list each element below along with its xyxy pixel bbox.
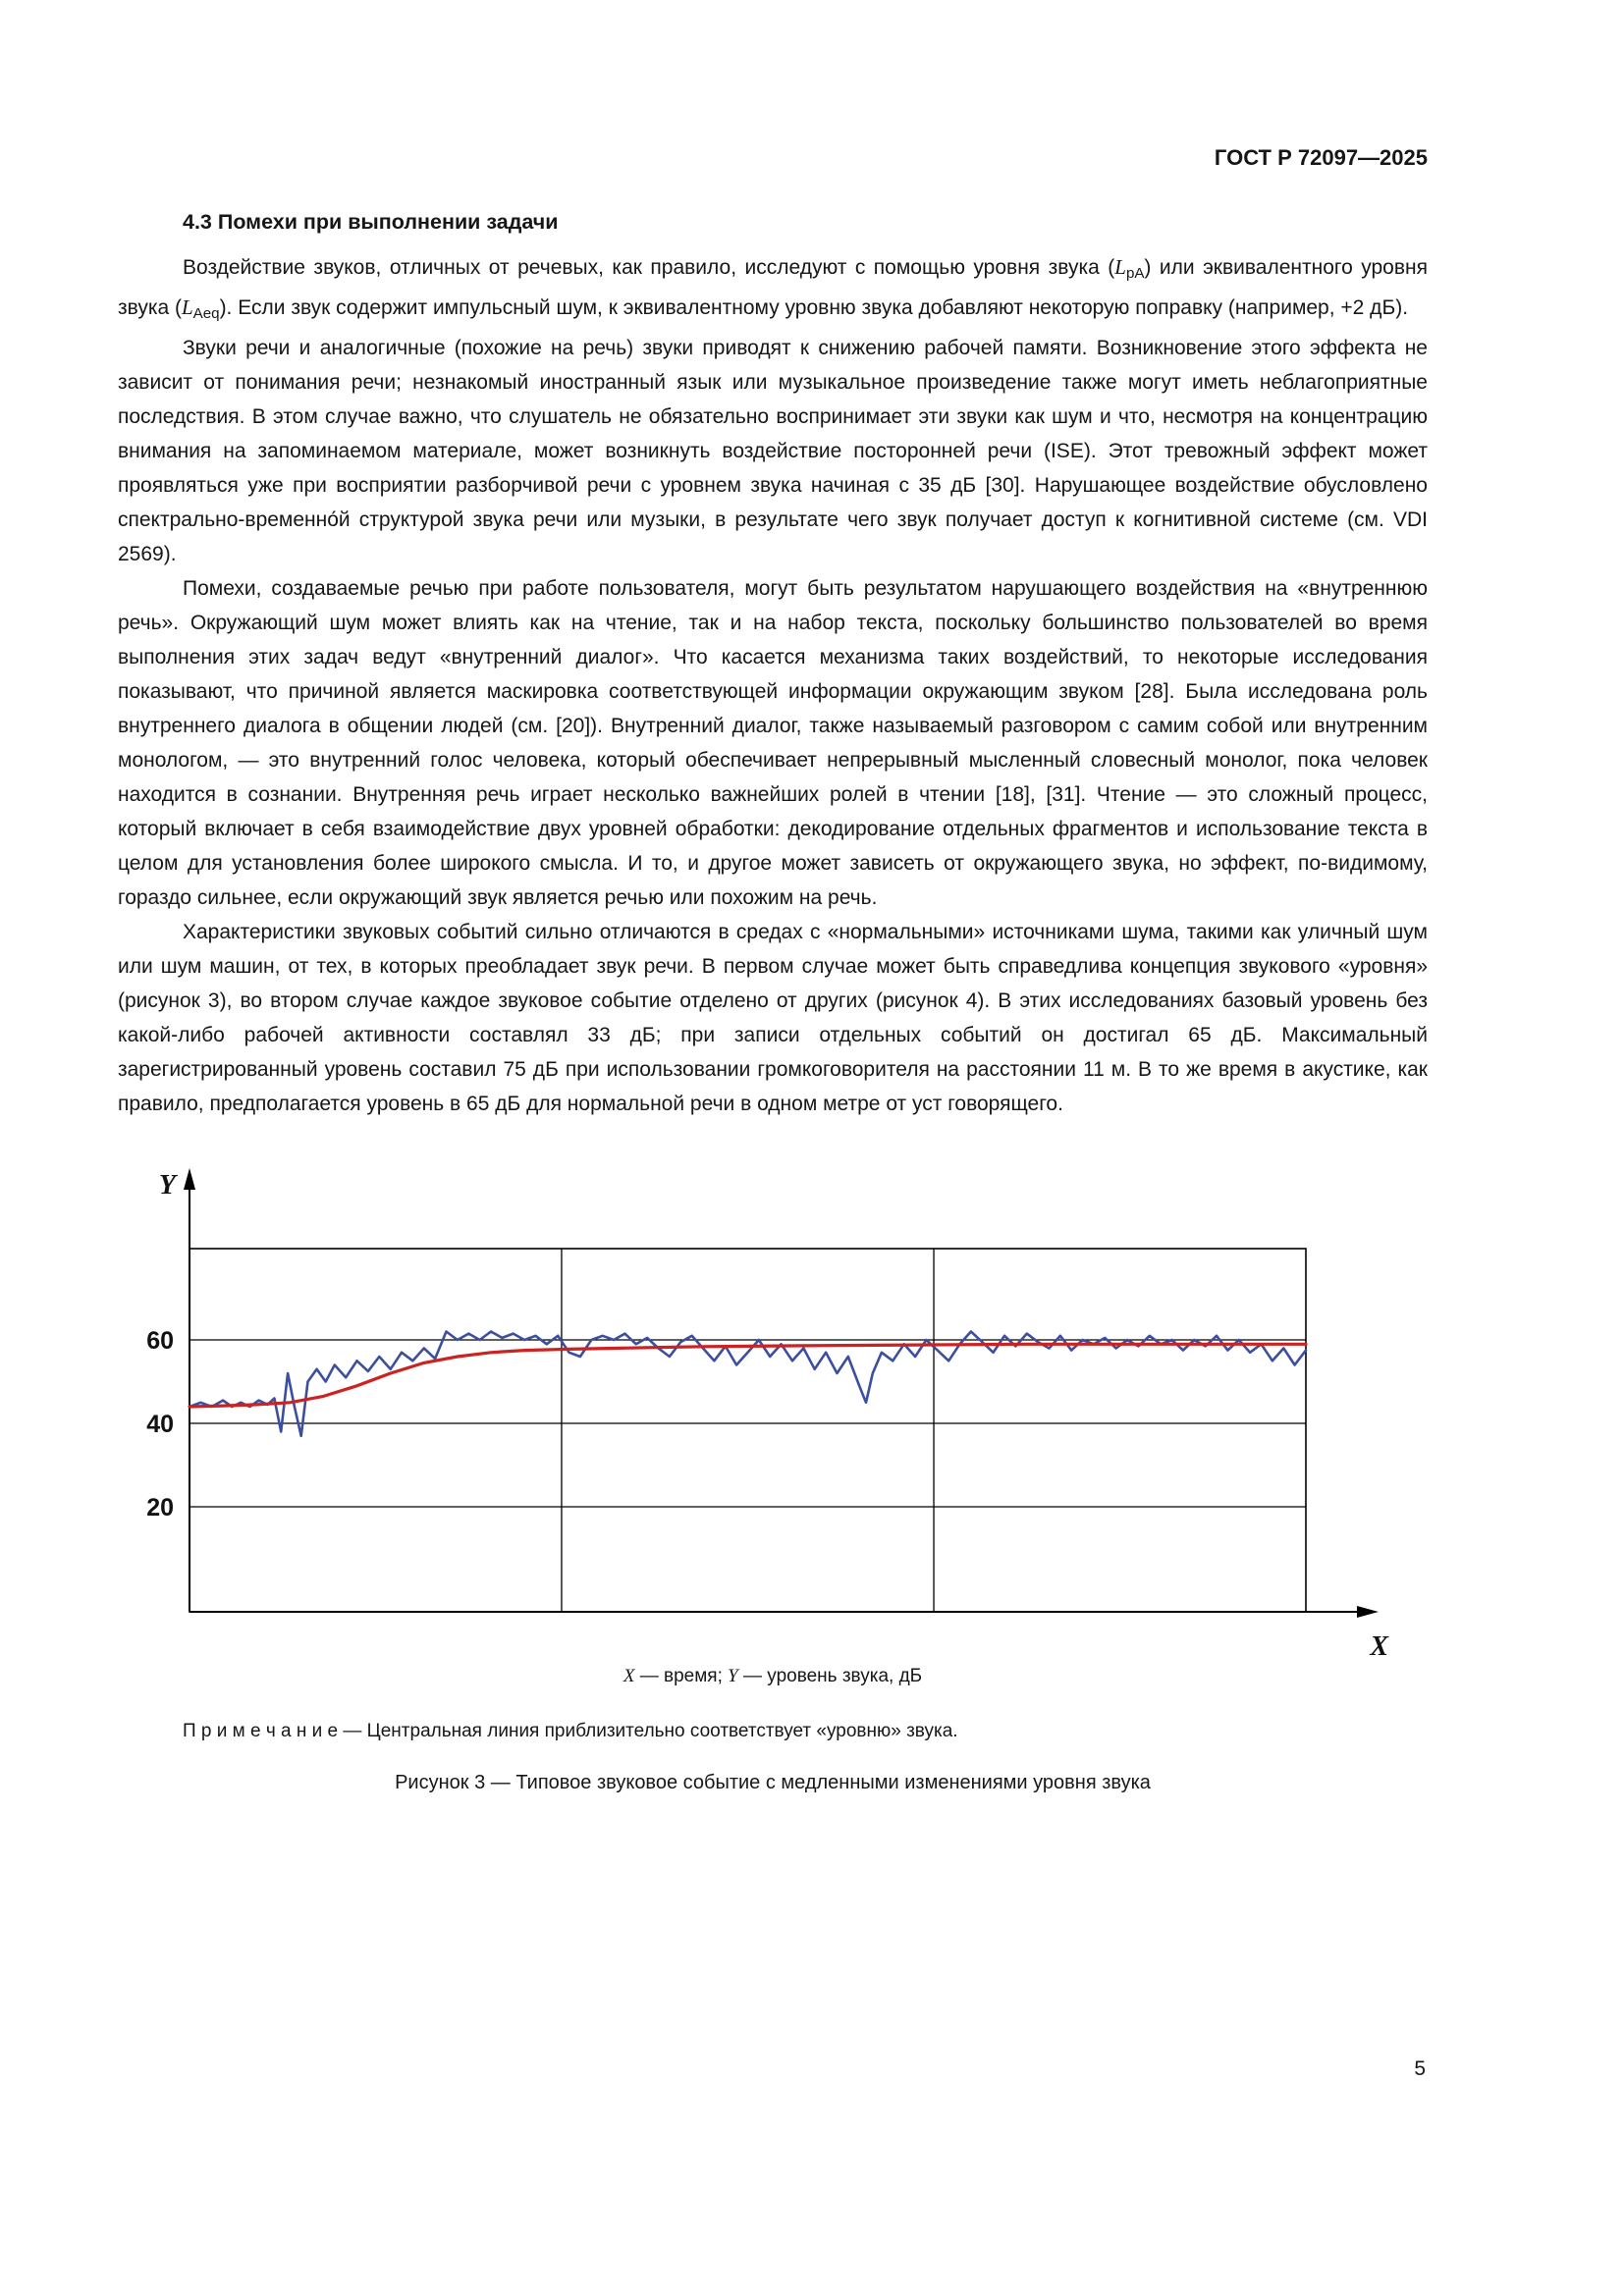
- figure-note-label: П р и м е ч а н и е: [183, 1721, 339, 1742]
- symbol-LpA: L: [1114, 255, 1126, 279]
- symbol-LpA-subscript: pA: [1125, 265, 1145, 283]
- section-heading: 4.3 Помехи при выполнении задачи: [183, 210, 559, 234]
- figure-3-block: [118, 1162, 1428, 1794]
- svg-text:40: 40: [146, 1411, 174, 1439]
- axis-caption: [118, 1666, 1428, 1687]
- svg-text:20: 20: [146, 1494, 174, 1522]
- svg-text:Y: Y: [158, 1170, 176, 1201]
- figure-caption: Рисунок 3 — Типовое звуковое событие с медленными изменениями уровня звука: [395, 1772, 1151, 1794]
- axis-caption-y-text: — уровень звука, дБ: [737, 1666, 923, 1687]
- paragraph-4: Характеристики звуковых событий сильно отличаются в средах с «нормальными» источниками шума, такими как уличный шум или шум машин, от тех, в которых преобладает звук речи. В первом случае может быть справедлива концепция звукового «уровня» (рисунок 3), во втором случае каждое звуковое событие отделено от других (рисунок 4). В этих исследованиях базовый уровень без какой-либо рабочей активности составлял 33 дБ; при записи отдельных событий он достигал 65 дБ. Максимальный зарегистрированный уровень составил 75 дБ при использовании громкоговорителя на расстоянии 11 м. В то же время в акустике, как правило, предполагается уровень в 65 дБ для нормальной речи в одном метре от уст говорящего.: [118, 921, 1428, 1116]
- page-number: 5: [1414, 2057, 1426, 2080]
- figure-note: [118, 1717, 1428, 1746]
- document-content: [118, 210, 1428, 1794]
- document-number: ГОСТ Р 72097—2025: [1214, 145, 1428, 170]
- paragraph-3: Помехи, создаваемые речью при работе пользователя, могут быть результатом нарушающего воздействия на «внутреннюю речь». Окружающий шум может влиять как на чтение, так и на набор текста, поскольку большинство пользователей во время выполнения этих задач ведут «внутренний диалог». Что касается механизма таких воздействий, то некоторые исследования показывают, что причиной является маскировка соответствующей информации окружающим звуком [28]. Была исследована роль внутреннего диалога в общении людей (см. [20]). Внутренний диалог, также называемый разговором с самим собой или внутренним монологом, — это внутренний голос человека, который обеспечивает непрерывный мысленный словесный монолог, пока человек находится в сознании. Внутренняя речь играет несколько важнейших ролей в чтении [18], [31]. Чтение — это сложный процесс, который включает в себя взаимодействие двух уровней обработки: декодирование отдельных фрагментов и использование текста в целом для установления более широкого смысла. И то, и другое может зависеть от окружающего звука, но эффект, по-видимому, гораздо сильнее, если окружающий звук является речью или похожим на речь.: [118, 577, 1428, 910]
- svg-text:60: 60: [146, 1327, 174, 1356]
- svg-text:X: X: [1370, 1631, 1388, 1659]
- axis-caption-x-text: — время;: [634, 1666, 729, 1687]
- figure-note-text: — Центральная линия приблизительно соответствует «уровню» звука.: [338, 1721, 958, 1742]
- axis-caption-x-symbol: X: [623, 1666, 635, 1687]
- paragraph-2: Звуки речи и аналогичные (похожие на речь) звуки приводят к снижению рабочей памяти. Возникновение этого эффекта не зависит от понимания речи; незнакомый иностранный язык или музыкальное произведение также могут иметь неблагоприятные последствия. В этом случае важно, что слушатель не обязательно воспринимает эти звуки как шум и что, несмотря на концентрацию внимания на запоминаемом материале, может возникнуть воздействие посторонней речи (ISE). Этот тревожный эффект может проявляться уже при восприятии разборчивой речи с уровнем звука начиная с 35 дБ [30]. Нарушающее воздействие обусловлено спектрально-временно́й структурой звука речи или музыки, в результате чего звук получает доступ к когнитивной системе (см. VDI 2569).: [118, 337, 1428, 566]
- paragraph-1-text-b: ) или эквивалентного уровня звука (: [118, 256, 1428, 320]
- paragraph-1: [118, 250, 1428, 331]
- symbol-LAeq-subscript: Aeq: [192, 305, 220, 323]
- axis-caption-y-symbol: Y: [728, 1666, 738, 1687]
- sound-level-chart: [116, 1162, 1392, 1658]
- symbol-LAeq: L: [181, 295, 193, 320]
- paragraph-1-text-c: ). Если звук содержит импульсный шум, к эквивалентному уровню звука добавляют некоторую поправку (например, +2 дБ).: [219, 296, 1409, 320]
- paragraph-1-text-a: Воздействие звуков, отличных от речевых, как правило, исследуют с помощью уровня звука (: [183, 256, 1115, 279]
